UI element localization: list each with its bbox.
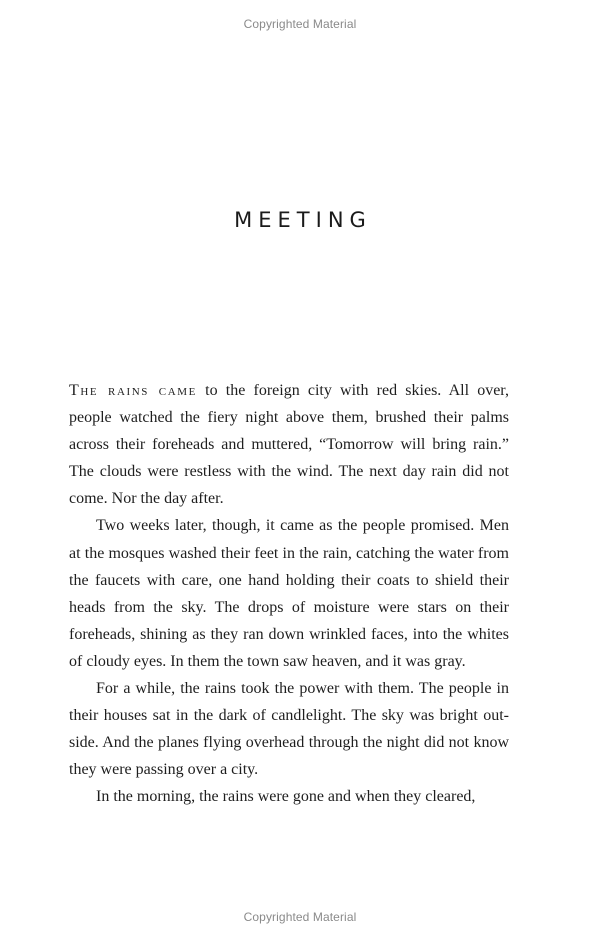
paragraph-3: For a while, the rains took the power with them. The people in their houses sat in the dark of candlelight. The sky was bright outside. And the planes flying overhead through the night did not know they were passing over a city.	[69, 680, 509, 779]
chapter-title: MEETING	[234, 208, 372, 232]
copyright-watermark-bottom: Copyrighted Material	[243, 910, 357, 924]
paragraph-4: In the morning, the rains were gone and when they cleared,	[96, 788, 476, 806]
paragraph-1-text: to the foreign city with red skies. All over, people watched the fiery night above them, brushed their palms across their foreheads and muttered, “Tomorrow will bring rain.” The clouds were restless with the wind. The next day rain did not come. Nor the day after.	[69, 382, 509, 508]
copyright-watermark-top: Copyrighted Material	[243, 17, 357, 31]
paragraph-1	[69, 377, 509, 512]
chapter-body	[69, 377, 509, 811]
paragraph-lead-in: The rains came	[69, 382, 197, 399]
paragraph-2: Two weeks later, though, it came as the people promised. Men at the mosques washed their feet in the rain, catching the water from the faucets with care, one hand holding their coats to shield their heads from the sky. The drops of moisture were stars on their foreheads, shining as they ran down wrinkled faces, into the whites of cloudy eyes. In them the town saw heaven, and it was gray.	[69, 517, 509, 670]
